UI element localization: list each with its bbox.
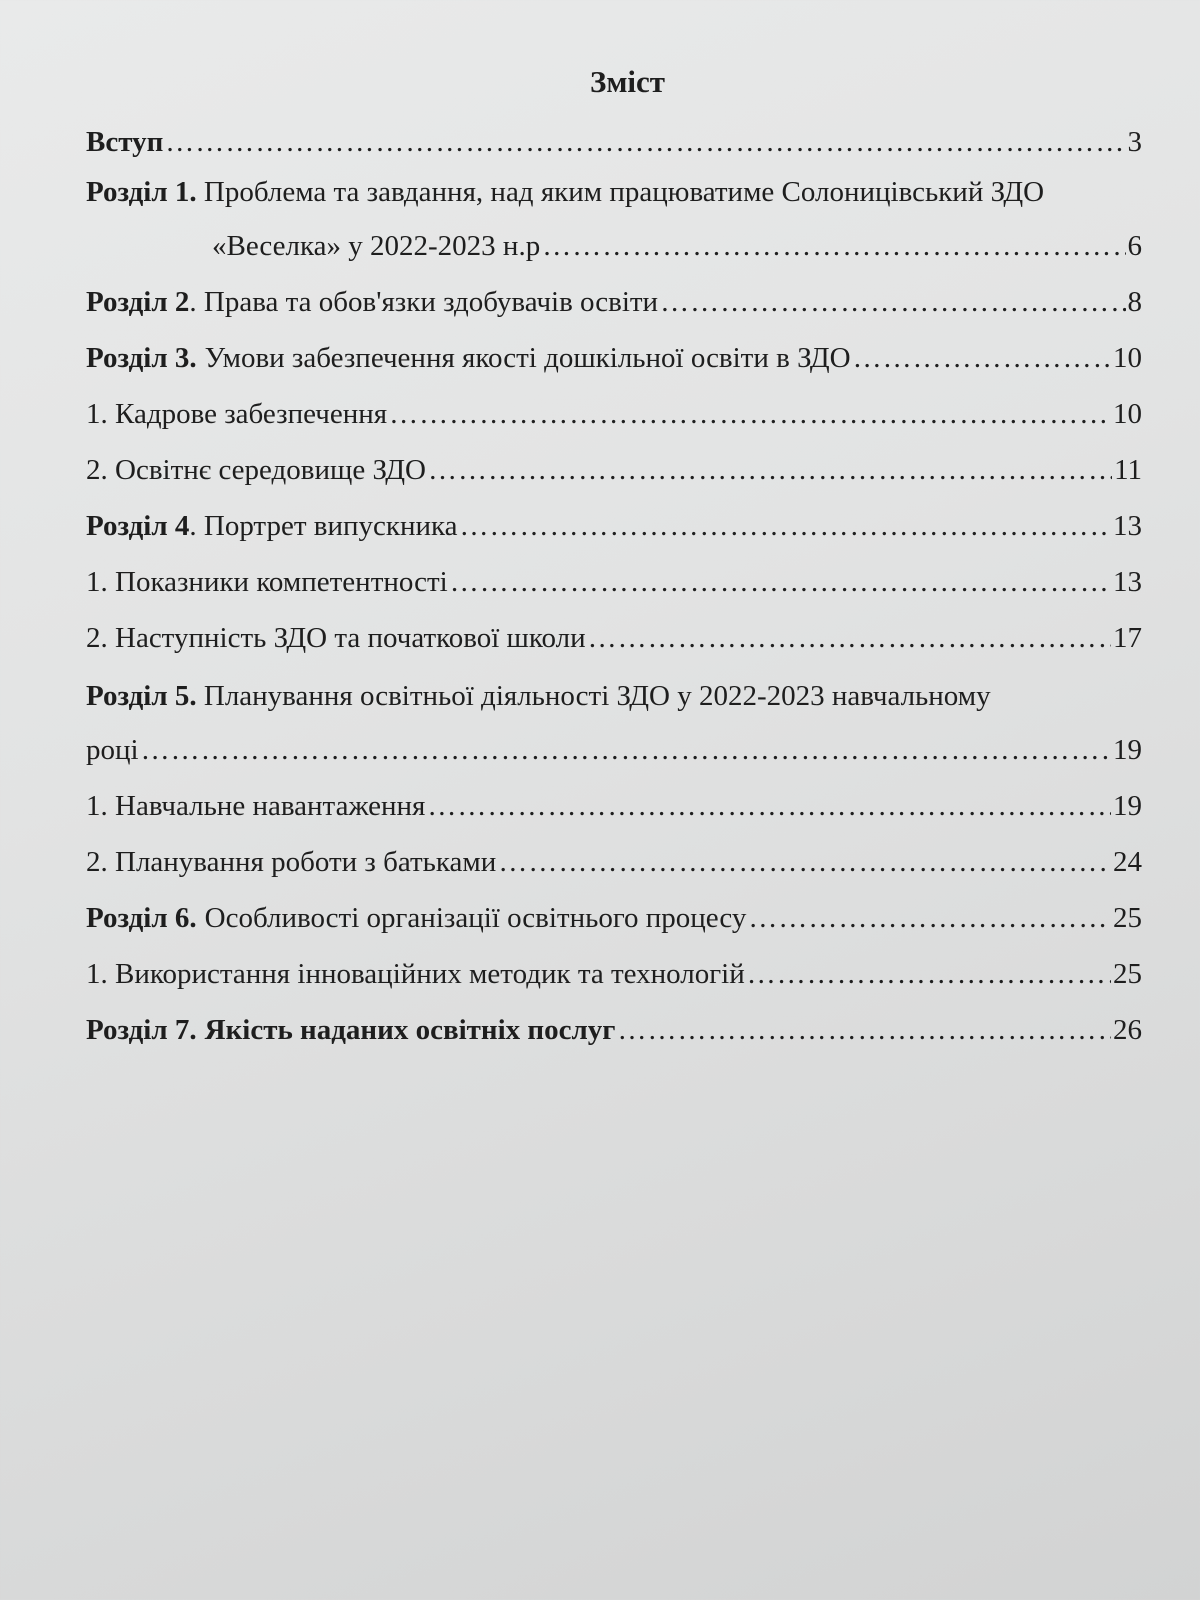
page-title: Зміст [589, 64, 666, 99]
toc-entry-page: 10 [1113, 342, 1142, 374]
toc-entry-page: 26 [1113, 1014, 1142, 1046]
toc-entry-text: . Портрет випускника [189, 510, 458, 542]
toc-entry-text: 2. Освітнє середовище ЗДО [86, 454, 426, 486]
toc-entry-5-1 [86, 788, 1142, 824]
toc-entry-6-1 [86, 956, 1142, 992]
dot-leader [427, 788, 1111, 824]
toc-entry-page: 24 [1113, 846, 1142, 878]
toc-entry-text: Планування освітньої діяльності ЗДО у 2022-2023 навчальному [203, 680, 991, 712]
dot-leader [389, 396, 1111, 432]
toc-entry-5-2 [86, 844, 1142, 880]
toc-entry-section-5 [86, 678, 1142, 714]
toc-entry-text: 1. Кадрове забезпечення [86, 398, 388, 430]
toc-entry-text-cont: році [86, 734, 139, 766]
toc-entry-intro [86, 124, 1142, 160]
toc-entry-text: 1. Використання інноваційних методик та технологій [86, 958, 745, 990]
toc-entry-lead: Розділ 5. [86, 680, 197, 712]
dot-leader [588, 620, 1111, 656]
toc-entry-text: 2. Планування роботи з батьками [86, 846, 497, 878]
dot-leader [747, 956, 1111, 992]
toc-entry-page: 13 [1113, 566, 1142, 598]
toc-entry-page: 10 [1113, 398, 1142, 430]
toc-entry-text: Проблема та завдання, над яким працюватиме Солоницівський ЗДО [203, 176, 1045, 208]
toc-entry-section-6 [86, 900, 1142, 936]
toc-entry-page: 8 [1127, 286, 1142, 318]
toc-entry-lead: Вступ [86, 126, 164, 158]
toc-entry-lead: Розділ 3. [86, 342, 197, 374]
toc-entry-3-1 [86, 396, 1142, 432]
toc-entry-text: Особливості організації освітнього процесу [204, 902, 747, 934]
toc-entry-section-1-cont [212, 228, 1142, 264]
toc-entry-text: Умови забезпечення якості дошкільної освіти в ЗДО [204, 342, 851, 374]
dot-leader [617, 1012, 1111, 1048]
toc-entry-page: 17 [1113, 622, 1142, 654]
toc-entry-4-1 [86, 564, 1142, 600]
toc-entry-text: 1. Навчальне навантаження [86, 790, 426, 822]
toc-entry-section-2 [86, 284, 1142, 320]
dot-leader [498, 844, 1111, 880]
toc-entry-4-2 [86, 620, 1142, 656]
dot-leader [542, 228, 1125, 264]
dot-leader [460, 508, 1111, 544]
toc-entry-text: . Права та обов'язки здобувачів освіти [189, 286, 659, 318]
toc-entry-page: 19 [1113, 734, 1142, 766]
toc-entry-page: 3 [1127, 126, 1142, 158]
toc-entry-page: 6 [1127, 230, 1142, 262]
toc-entry-lead: Розділ 2 [86, 286, 190, 318]
toc-entry-section-4 [86, 508, 1142, 544]
toc-entry-lead: Розділ 6. [86, 902, 197, 934]
toc-entry-page: 19 [1113, 790, 1142, 822]
dot-leader [748, 900, 1111, 936]
toc-entry-page: 13 [1113, 510, 1142, 542]
toc-entry-text-cont: «Веселка» у 2022-2023 н.р [212, 230, 541, 262]
toc-entry-page: 25 [1113, 958, 1142, 990]
toc-entry-section-7 [86, 1012, 1142, 1048]
toc-entry-lead: Розділ 7. [86, 1014, 197, 1046]
toc-entry-section-5-cont [86, 732, 1142, 768]
dot-leader [853, 340, 1111, 376]
dot-leader [141, 732, 1111, 768]
dot-leader [428, 452, 1112, 488]
dot-leader [450, 564, 1111, 600]
toc-entry-page: 11 [1114, 454, 1142, 486]
toc-entry-text: 1. Показники компетентності [86, 566, 448, 598]
dot-leader [165, 124, 1125, 160]
toc-entry-lead: Розділ 4 [86, 510, 190, 542]
toc-entry-text: 2. Наступність ЗДО та початкової школи [86, 622, 586, 654]
toc-entry-3-2 [86, 452, 1142, 488]
toc-entry-section-3 [86, 340, 1142, 376]
toc-entry-page: 25 [1113, 902, 1142, 934]
dot-leader [660, 284, 1125, 320]
toc-entry-section-1 [86, 174, 1142, 210]
toc-entry-text: Якість наданих освітніх послуг [204, 1014, 616, 1046]
toc-entry-lead: Розділ 1. [86, 176, 197, 208]
